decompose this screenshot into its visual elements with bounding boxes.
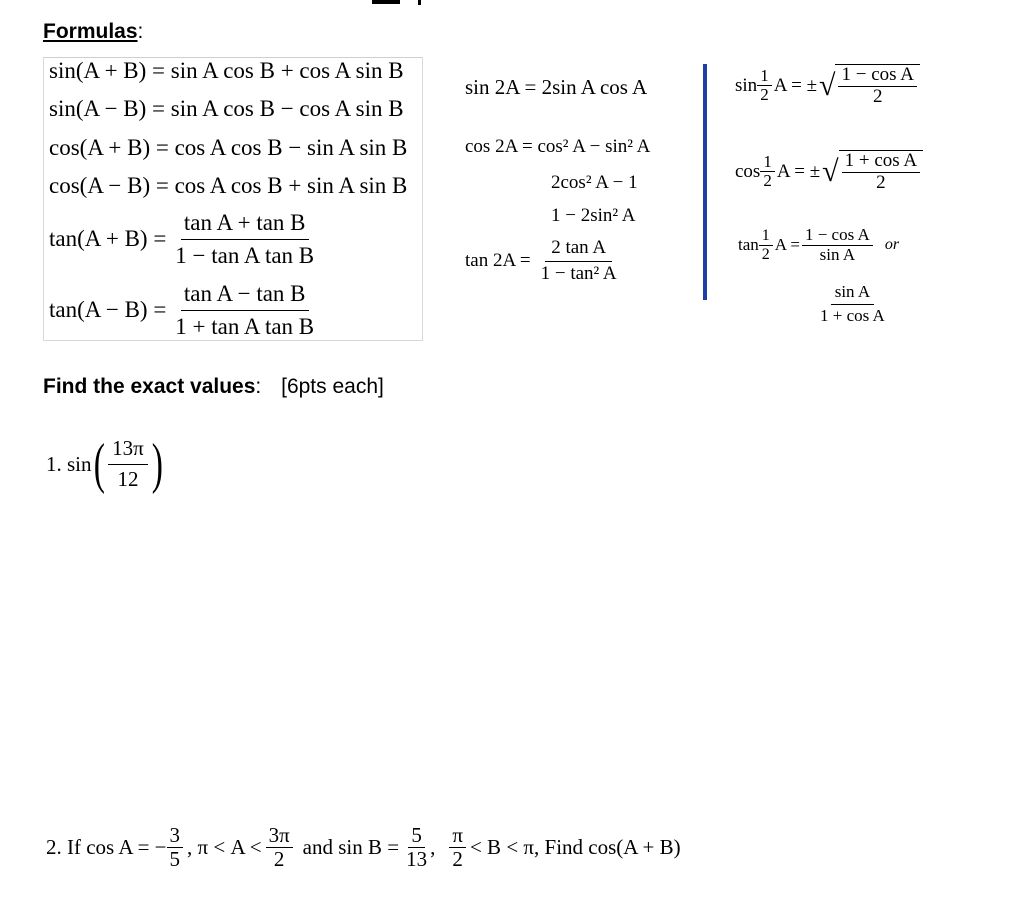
- formula-tan-half-or: or: [884, 236, 900, 254]
- formula-tan-half-alt: [817, 283, 888, 325]
- exact-values-heading-colon: :: [255, 375, 262, 398]
- formula-tan-double-lhs: tan 2A =: [465, 250, 531, 272]
- formula-cos-difference: cos(A − B) = cos A cos B + sin A sin B: [49, 173, 408, 198]
- formula-tan-difference-fraction: [172, 281, 317, 340]
- formulas-heading: [43, 20, 143, 44]
- formula-sin-half-num: 1: [757, 67, 772, 87]
- formula-tan-sum-denominator: 1 − tan A tan B: [175, 243, 315, 269]
- formula-tan-sum-fraction: [172, 210, 317, 269]
- formula-cos-half: [735, 150, 923, 194]
- left-paren-icon: (: [93, 433, 105, 495]
- formula-cos-half-fraction: [760, 153, 775, 191]
- problem-2-f1-den: 5: [169, 847, 181, 872]
- formula-tan-sum-lhs: tan(A + B) =: [49, 226, 167, 252]
- formula-cos-half-radicand: [839, 150, 923, 194]
- formula-tan-double-numerator: 2 tan A: [545, 238, 612, 262]
- exact-values-heading: [43, 375, 384, 399]
- problem-2-comma: ,: [430, 835, 436, 860]
- formula-tan-half-f2-num: sin A: [831, 283, 874, 305]
- formula-sin-half-fraction: [757, 67, 772, 105]
- formula-cos-half-num: 1: [760, 153, 775, 173]
- formula-tan-half-f1-den: sin A: [819, 244, 856, 264]
- problem-2-fraction-cosA: [167, 824, 184, 871]
- radical-icon: √: [819, 68, 836, 102]
- formula-tan-half-num: 1: [759, 227, 773, 246]
- problem-1-numerator: 13π: [108, 437, 148, 464]
- problem-2: [46, 824, 681, 871]
- formula-sin-half-eq: A = ±: [773, 74, 818, 96]
- formula-cos-sum: cos(A + B) = cos A cos B − sin A sin B: [49, 135, 408, 160]
- formula-tan-difference-lhs: tan(A − B) =: [49, 297, 167, 323]
- formula-sin-half-den: 2: [760, 85, 769, 105]
- formula-sin-half-fn: sin: [735, 74, 758, 96]
- formula-cos-half-den: 2: [763, 171, 772, 191]
- problem-2-f4-num: π: [449, 824, 466, 848]
- top-edge-tick: [418, 0, 421, 5]
- problem-2-f2-num: 3π: [266, 824, 293, 848]
- formula-cos-half-radicand-fraction: [842, 151, 920, 194]
- formula-tan-double: [465, 238, 623, 285]
- formula-sin-double: sin 2A = 2sin A cos A: [465, 75, 648, 99]
- formula-cos-double: cos 2A = cos² A − sin² A: [465, 136, 651, 157]
- formula-tan-half-f2: [817, 283, 888, 325]
- problem-2-mid2: and sin B =: [302, 835, 400, 860]
- top-edge-mark: [372, 0, 400, 4]
- problem-2-f4-den: 2: [452, 847, 463, 872]
- formula-sin-half-radicand: [835, 64, 919, 108]
- formula-sin-sum: sin(A + B) = sin A cos B + cos A sin B: [49, 58, 404, 83]
- formulas-heading-text: Formulas: [43, 20, 138, 43]
- section-divider: [703, 64, 707, 300]
- formula-sin-difference: sin(A − B) = sin A cos B − cos A sin B: [49, 96, 404, 121]
- problem-2-fraction-B-bound: [449, 824, 466, 871]
- formula-tan-difference-denominator: 1 + tan A tan B: [175, 314, 315, 340]
- formula-tan-difference: [49, 281, 317, 340]
- problem-2-label: 2. If cos A = −: [46, 835, 167, 860]
- formula-cos-half-radicand-num: 1 + cos A: [842, 151, 920, 173]
- formula-sin-half-radicand-fraction: [838, 65, 916, 108]
- formula-cos-double-alt1: 2cos² A − 1: [551, 172, 638, 193]
- formula-cos-double-alt2: 1 − 2sin² A: [551, 205, 636, 226]
- formula-cos-half-fn: cos: [735, 160, 761, 182]
- formula-tan-half-fn: tan: [738, 235, 759, 255]
- formula-tan-half: [738, 226, 899, 264]
- formula-cos-half-eq: A = ±: [776, 160, 821, 182]
- problem-1: [46, 433, 166, 495]
- formulas-heading-colon: :: [137, 20, 144, 43]
- formula-sin-half-radicand-num: 1 − cos A: [838, 65, 916, 87]
- formula-tan-half-f1: [802, 226, 873, 264]
- problem-2-fraction-sinB: [403, 824, 430, 871]
- formula-tan-sum: [49, 210, 317, 269]
- formula-cos-half-radicand-den: 2: [876, 171, 886, 193]
- problem-2-f1-num: 3: [167, 824, 184, 848]
- formula-sin-half: [735, 64, 920, 108]
- formula-tan-half-den: 2: [761, 245, 770, 263]
- formula-tan-difference-numerator: tan A − tan B: [181, 281, 309, 311]
- formula-tan-sum-numerator: tan A + tan B: [181, 210, 309, 240]
- problem-1-fraction: [108, 437, 148, 490]
- problem-2-tail: < B < π, Find cos(A + B): [469, 835, 681, 860]
- radical-icon: √: [822, 154, 839, 188]
- formula-tan-double-fraction: [535, 238, 623, 285]
- formula-tan-half-eq: A =: [774, 235, 800, 255]
- exact-values-heading-text: Find the exact values: [43, 375, 256, 398]
- formula-sin-half-radicand-den: 2: [872, 85, 883, 107]
- problem-2-fraction-A-bound: [266, 824, 293, 871]
- formula-tan-double-denominator: 1 − tan² A: [540, 262, 617, 284]
- right-paren-icon: ): [151, 433, 163, 495]
- problem-2-f2-den: 2: [273, 847, 285, 872]
- formula-tan-half-f2-den: 1 + cos A: [820, 305, 885, 325]
- formula-tan-half-fraction: [759, 227, 773, 263]
- problem-2-mid1: , π < A <: [187, 835, 262, 860]
- problem-1-denominator: 12: [117, 466, 139, 491]
- exact-values-points: [6pts each]: [281, 375, 384, 398]
- formula-tan-half-f1-num: 1 − cos A: [802, 226, 873, 246]
- problem-2-f3-den: 13: [406, 847, 428, 872]
- problem-1-label: 1. sin: [46, 451, 92, 476]
- problem-2-f3-num: 5: [408, 824, 425, 848]
